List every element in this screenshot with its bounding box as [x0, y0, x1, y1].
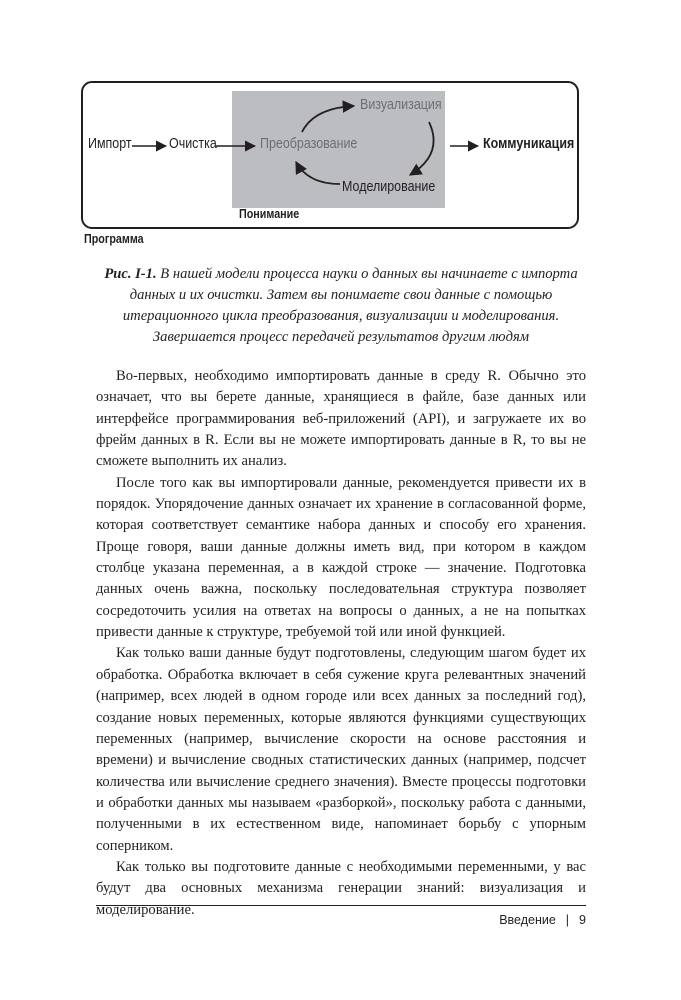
- data-science-process-diagram: [82, 82, 582, 252]
- diagram-graphics: [82, 82, 582, 252]
- footer-section-title: Введение: [499, 913, 556, 927]
- import-label: Импорт: [88, 136, 132, 152]
- paragraph: Как только ваши данные будут подготовлены, следующим шагом будет их обработка. Обработка включает в себя сужение круга релевантных значений (например, всех людей в одном городе или всех данных за последний год), создание новых переменных, которые являются функциями существующих переменных (например, вычисление скорости на основе расстояния и времени) и вычисление сводных статистических данных (например, подсчет количества или вычисление среднего значения). Вместе процессы подготовки и обработки данных мы называем «разборкой», поскольку работа с данными, полученными в их естественном виде, напоминает борьбу с упорным соперником.: [96, 645, 586, 854]
- visualization-label: Визуализация: [360, 97, 442, 113]
- paragraph: Как только вы подготовите данные с необходимыми переменными, у вас будут два основных механизма генерации знаний: визуализация и моделирование.: [96, 858, 586, 918]
- paragraph: Во-первых, необходимо импортировать данные в среду R. Обычно это означает, что вы берете данные, хранящиеся в файле, базе данных или интерфейсе программирования веб-приложений (API), и загружаете их во фрейм данных в R. Если вы не можете импортировать данные в R, то вы не сможете выполнить их анализ.: [96, 368, 586, 470]
- figure-number: Рис. I-1.: [104, 266, 157, 282]
- body-text: [96, 366, 586, 921]
- footer-rule: [96, 905, 586, 906]
- figure-caption: [96, 264, 586, 348]
- modeling-label: Моделирование: [342, 179, 436, 195]
- page-footer: [499, 913, 586, 927]
- understanding-label: Понимание: [239, 207, 300, 221]
- cleaning-label: Очистка: [169, 136, 217, 152]
- program-label: Программа: [84, 232, 144, 246]
- page-number: 9: [579, 913, 586, 927]
- footer-separator: |: [565, 913, 570, 927]
- figure-caption-text: В нашей модели процесса науки о данных вы начинаете с импорта данных и их очистки. Затем вы понимаете свои данные с помощью итерационного цикла преобразования, визуализации и моделирования. Завершается процесс передачей результатов другим людям: [122, 266, 578, 345]
- transformation-label: Преобразование: [260, 136, 358, 152]
- communication-label: Коммуникация: [483, 136, 575, 152]
- paragraph: После того как вы импортировали данные, рекомендуется привести их в порядок. Упорядочение данных означает их хранение в согласованной форме, которая соответствует семантике набора данных и способу его хранения. Проще говоря, ваши данные должны иметь вид, при котором в каждом столбце указана переменная, а в каждой строке — значение. Подготовка данных очень важна, поскольку последовательная структура позволяет сосредоточить усилия на ответах на вопросы о данных, а не на попытках привести данные к структуре, требуемой той или иной функцией.: [96, 474, 586, 641]
